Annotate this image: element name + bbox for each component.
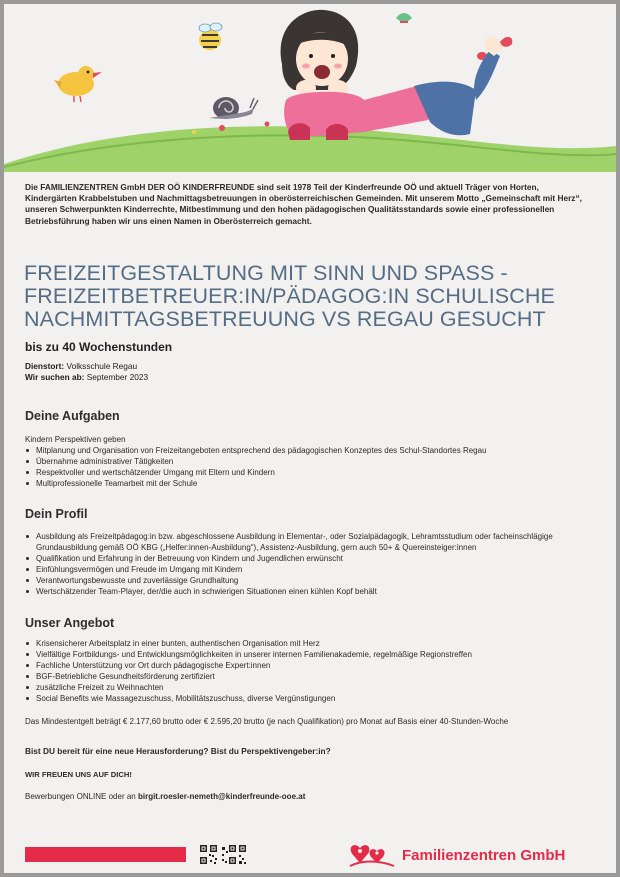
list-item: Einfühlungsvermögen und Freude im Umgang mit Kindern	[25, 564, 590, 575]
job-title	[24, 262, 604, 331]
start-row	[25, 372, 148, 383]
butterfly-icon	[396, 13, 412, 22]
profile-section	[25, 531, 590, 597]
list-item: zusätzliche Freizeit zu Weihnachten	[25, 682, 590, 693]
list-item: Fachliche Unterstützung vor Ort durch pädagogische Expert:innen	[25, 660, 590, 671]
weekly-hours: bis zu 40 Wochenstunden	[25, 340, 173, 354]
job-title-line: FREIZEITBETREUER:IN/PÄDAGOG:IN SCHULISCHE	[24, 284, 555, 308]
list-item: BGF-Betriebliche Gesundheitsförderung zertifiziert	[25, 671, 590, 682]
list-item: Wertschätzender Team-Player, der/die auch in schwierigen Situationen einen kühlen Kopf behält	[25, 586, 590, 597]
list-item: Krisensicherer Arbeitsplatz in einer bunten, authentischen Organisation mit Herz	[25, 638, 590, 649]
bee-icon	[199, 23, 222, 50]
offer-heading: Unser Angebot	[25, 616, 115, 630]
list-item: Social Benefits wie Massagezuschuss, Mobilitätszuschuss, diverse Vergünstigungen	[25, 693, 590, 704]
list-item: Übernahme administrativer Tätigkeiten	[25, 456, 590, 467]
tasks-lead: Kindern Perspektiven geben	[25, 435, 126, 444]
job-title-line: FREIZEITGESTALTUNG MIT SINN UND SPASS -	[24, 261, 508, 285]
tasks-heading: Deine Aufgaben	[25, 409, 120, 423]
location-row	[25, 361, 148, 372]
welcome-line: WIR FREUEN UNS AUF DICH!	[25, 770, 132, 779]
offer-section	[25, 638, 590, 704]
list-item: Mitplanung und Organisation von Freizeitangeboten entsprechend des pädagogischen Konzeptes des Schul-Standortes Regau	[25, 445, 590, 456]
tasks-section	[25, 434, 590, 489]
intro-paragraph: Die FAMILIENZENTREN GmbH DER OÖ KINDERFREUNDE sind seit 1978 Teil der Kinderfreunde OÖ und aktuell Träger von Horten, Kindergärten Krabbelstuben und Nachmittagsbetreuungen in oberösterreichischen Gemeinden. Mit unserem Motto „Gemeinschaft mit Herz“, unseren Schwerpunkten Kinderrechte, Mitbestimmung und den hohen pädagogischen Qualitätsstandards sowie einer professionellen Betriebsführung haben wir uns einen Namen in Oberösterreich gemacht.	[25, 182, 582, 226]
application-line	[25, 792, 305, 801]
job-ad-page	[4, 4, 616, 873]
footer-accent-bar	[25, 847, 186, 862]
application-prefix: Bewerbungen ONLINE oder an	[25, 792, 138, 801]
header-illustration	[4, 4, 616, 172]
start-label: Wir suchen ab:	[25, 372, 85, 382]
list-item: Verantwortungsbewusste und zuverlässige Grundhaltung	[25, 575, 590, 586]
location-value: Volksschule Regau	[66, 361, 138, 371]
job-meta	[25, 361, 148, 383]
application-email-link[interactable]: birgit.roesler-nemeth@kinderfreunde-ooe.at	[137, 792, 306, 801]
list-item: Qualifikation und Erfahrung in der Betreuung von Kindern und Jugendlichen erwünscht	[25, 553, 590, 564]
snail-icon	[209, 97, 258, 119]
list-item: Multiprofessionelle Teamarbeit mit der Schule	[25, 478, 590, 489]
list-item: Respektvoller und wertschätzender Umgang mit Eltern und Kindern	[25, 467, 590, 478]
tasks-list	[25, 445, 590, 489]
location-label: Dienstort:	[25, 361, 65, 371]
offer-list	[25, 638, 590, 704]
job-title-line: NACHMITTAGSBETREUUNG VS REGAU GESUCHT	[24, 307, 546, 331]
list-item: Vielfältige Fortbildungs- und Entwicklungsmöglichkeiten in unserer internen Familienakademie, regelmäßige Regionstreffen	[25, 649, 590, 660]
salary-note: Das Mindestentgelt beträgt € 2.177,60 brutto oder € 2.595,20 brutto (je nach Qualifikation) pro Monat auf Basis einer 40-Stunden-Woche	[25, 717, 509, 726]
profile-list	[25, 531, 590, 597]
brand-name: Familienzentren GmbH	[402, 847, 566, 864]
girl-illustration	[281, 10, 513, 140]
qr-code-icon[interactable]	[200, 845, 248, 864]
profile-heading: Dein Profil	[25, 507, 88, 521]
bird-icon	[54, 66, 102, 102]
call-to-action-question: Bist DU bereit für eine neue Herausforderung? Bist du Perspektivengeber:in?	[25, 746, 331, 756]
list-item: Ausbildung als Freizeitpädagog:in bzw. abgeschlossene Ausbildung in Elementar-, oder Sozialpädagogik, Lehramtsstudium oder facheinschlägige Grundausbildung gemäß OÖ KBG („Helfer:innen-Ausbildung“), Assistenz-Ausbildung, gern auch 50+ & Quereinsteiger:innen	[25, 531, 590, 553]
start-value: September 2023	[86, 372, 149, 382]
